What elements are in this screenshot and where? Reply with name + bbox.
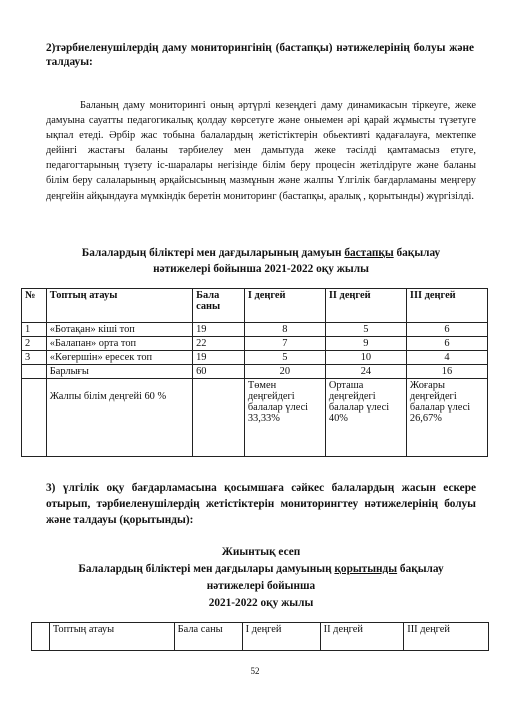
page-number: 52 <box>250 666 260 676</box>
table-2 <box>31 622 489 651</box>
cell: 16 <box>406 365 487 379</box>
section-3-heading: 3) үлгілік оқу бағдарламасына қосымшаға сәйкес балалардың жасын ескере отырып, тәрбиеленушілердің жетістіктерін мониторингтеу нәтижелерінің болуы және талдауы (қорытынды): <box>46 482 476 526</box>
table-total-row <box>22 365 488 379</box>
cell: 24 <box>325 365 406 379</box>
title-text: бақылау <box>397 563 444 575</box>
overall-level-cell: Жалпы білім деңгейі 60 % <box>46 379 192 457</box>
title-text: Балалардың біліктері мен дағдылары дамуының <box>78 563 335 575</box>
table-2-title <box>46 544 476 612</box>
header-cell: Бала саны <box>193 289 245 323</box>
header-cell: I деңгей <box>242 623 320 651</box>
table-1-title-line-1 <box>46 245 476 261</box>
cell: 60 <box>193 365 245 379</box>
table-row <box>22 337 488 351</box>
cell: 20 <box>244 365 325 379</box>
table-2-title-line-3: нәтижелері бойынша <box>206 580 316 592</box>
table-row <box>22 323 488 337</box>
table-1 <box>21 288 488 457</box>
level-2-share-cell: Орташа деңгейдегі балалар үлесі 40% <box>325 379 406 457</box>
cell: «Көгершін» ересек топ <box>46 351 192 365</box>
section-2-paragraph: Баланың даму мониторингі оның әртүрлі кезеңдегі даму динамикасын тіркеуге, жеке дамуына сауатты педагогикалық қолдау көрсетуге және оныемен әрі қарай жұмысты түзетуге ықпал етеді. Әрбір жас тобына балалардың жетістіктерін обьективті қадағалауға, мектепке дейінгі жастағы баланы тәрбиелеу мен дамытуда жеке тәсілді қамтамасыз етуге, педагогтарының түзету іс-шаралары негізінде білім беру процесін жетілдіруге және баланы білім беру салаларының әрқайсысының мазмұнын және жалпы Үлгілік бағдарламаны меңгеру деңгейін айқындауға мүмкіндік беретін мониторинг (бастапқы, аралық , қорытынды) жүргізілді. <box>46 100 476 202</box>
cell <box>193 379 245 457</box>
table-header-row <box>22 289 488 323</box>
header-cell: I деңгей <box>244 289 325 323</box>
header-cell: № <box>22 289 47 323</box>
header-cell: II деңгей <box>325 289 406 323</box>
header-cell: II деңгей <box>320 623 404 651</box>
cell: 22 <box>193 337 245 351</box>
table-2-title-line-1: Жиынтық есеп <box>221 546 301 558</box>
header-cell: III деңгей <box>404 623 489 651</box>
section-2-heading: 2)тәрбиеленушілердің даму мониторингінің (бастапқы) нәтижелерінің болуы және талдауы: <box>46 42 474 68</box>
cell: 19 <box>193 323 245 337</box>
cell: 1 <box>22 323 47 337</box>
cell: 3 <box>22 351 47 365</box>
cell: 19 <box>193 351 245 365</box>
table-header-row <box>32 623 489 651</box>
title-underlined-word: қорытынды <box>334 563 398 575</box>
cell: 4 <box>406 351 487 365</box>
level-3-share-cell: Жоғары деңгейдегі балалар үлесі 26,67% <box>406 379 487 457</box>
header-cell: Топтың атауы <box>46 289 192 323</box>
cell: 9 <box>325 337 406 351</box>
header-cell: Бала саны <box>174 623 242 651</box>
level-1-share-cell: Төмен деңгейдегі балалар үлесі 33,33% <box>244 379 325 457</box>
title-text: бақылау <box>393 247 441 259</box>
title-underlined-word: бастапқы <box>344 247 394 259</box>
cell: 5 <box>325 323 406 337</box>
cell: 6 <box>406 337 487 351</box>
cell <box>22 365 47 379</box>
cell: 8 <box>244 323 325 337</box>
cell: «Балапан» орта топ <box>46 337 192 351</box>
table-2-title-line-4: 2021-2022 оқу жылы <box>208 597 314 609</box>
header-cell: Топтың атауы <box>49 623 174 651</box>
table-1-title-line-2: нәтижелері бойынша 2021-2022 оқу жылы <box>153 263 369 275</box>
cell: 10 <box>325 351 406 365</box>
title-text: Балалардың біліктері мен дағдыларының дамуын <box>81 247 345 259</box>
cell: «Ботақан» кіші топ <box>46 323 192 337</box>
header-cell: III деңгей <box>406 289 487 323</box>
table-2-title-line-2 <box>46 561 476 578</box>
cell <box>22 379 47 457</box>
table-row <box>22 351 488 365</box>
header-cell <box>32 623 50 651</box>
cell: 6 <box>406 323 487 337</box>
cell: Барлығы <box>46 365 192 379</box>
cell: 5 <box>244 351 325 365</box>
table-summary-row <box>22 379 488 457</box>
table-1-title <box>46 245 476 277</box>
cell: 2 <box>22 337 47 351</box>
cell: 7 <box>244 337 325 351</box>
